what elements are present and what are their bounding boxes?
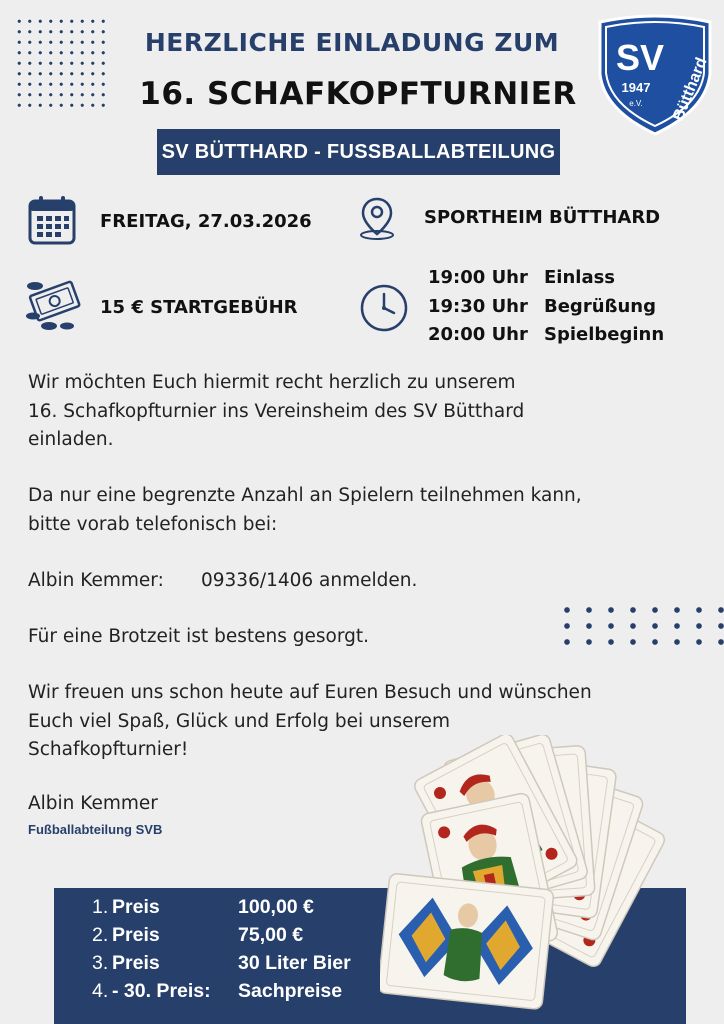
intro-paragraph: Wir möchten Euch hiermit recht herzlich zu unserem 16. Schafkopfturnier ins Vereinsheim des SV Bütthard einladen. — [28, 372, 525, 450]
entry-fee: 15 € STARTGEBÜHR — [100, 297, 298, 318]
location-pin-icon — [358, 196, 396, 242]
schedule — [428, 264, 664, 350]
prize-row: 2. Preis 75,00 € — [92, 924, 304, 946]
decorative-dot-grid — [556, 602, 724, 650]
logo-letters: SV — [615, 37, 665, 78]
signature-name: Albin Kemmer — [28, 793, 158, 814]
prize-row: 1. Preis 100,00 € — [92, 896, 314, 918]
schedule-item: 19:30 Uhr Begrüßung — [428, 295, 656, 317]
registration-paragraph: Da nur eine begrenzte Anzahl an Spielern teilnehmen kann, bitte vorab telefonisch bei: — [28, 485, 582, 535]
contact-line — [28, 567, 417, 596]
signature-department: Fußballabteilung SVB — [28, 822, 163, 837]
prize-row: 3. Preis 30 Liter Bier — [92, 952, 351, 974]
playing-cards-image — [380, 735, 724, 1024]
event-date: FREITAG, 27.03.2026 — [100, 211, 312, 232]
contact-phone: 09336/1406 anmelden. — [201, 570, 418, 591]
closing-paragraph: Wir freuen uns schon heute auf Euren Besuch und wünschen Euch viel Spaß, Glück und Erfolg bei unserem Schafkopfturnier! — [28, 682, 592, 760]
calendar-icon — [27, 194, 77, 246]
clock-icon — [358, 282, 410, 334]
schedule-item: 19:00 Uhr Einlass — [428, 267, 616, 288]
club-logo — [596, 14, 714, 136]
tournament-title: 16. SCHAFKOPFTURNIER — [139, 76, 577, 112]
logo-ev: e.V. — [629, 99, 643, 108]
money-icon — [23, 278, 81, 334]
invitation-heading: HERZLICHE EINLADUNG ZUM — [144, 28, 560, 57]
prize-row: 4.- 30. Preis: Sachpreise — [92, 980, 343, 1002]
logo-club-name: Bütthard — [669, 55, 711, 124]
food-note: Für eine Brotzeit ist bestens gesorgt. — [28, 626, 369, 647]
club-banner: SV BÜTTHARD - FUSSBALLABTEILUNG — [157, 129, 560, 175]
logo-year: 1947 — [621, 80, 651, 95]
schedule-item: 20:00 Uhr Spielbeginn — [428, 324, 665, 345]
event-location: SPORTHEIM BÜTTHARD — [424, 207, 661, 228]
contact-name: Albin Kemmer: — [28, 570, 164, 591]
